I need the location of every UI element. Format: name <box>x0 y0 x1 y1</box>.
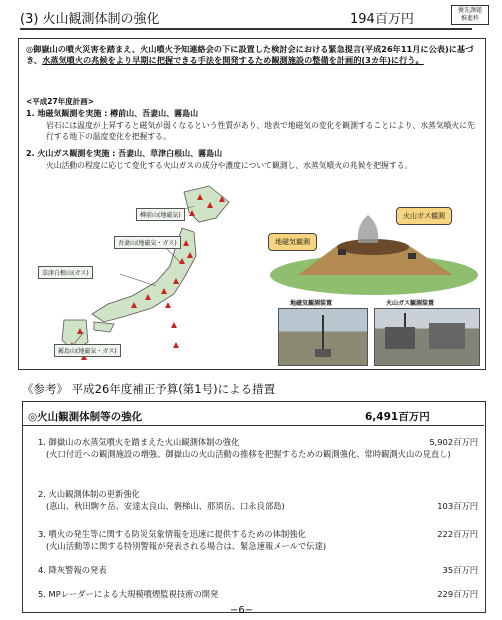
section-budget: 194百万円 <box>350 12 414 27</box>
measures-divider <box>22 425 484 426</box>
measure-2-label: 2. 火山観測体制の更新強化 <box>38 489 140 499</box>
measure-3-sub: (火山活動等に関する特別警報が発表される場合は、緊急速報メールで伝達) <box>46 541 327 551</box>
measures-title: ◎火山観測体制等の強化 <box>28 411 143 423</box>
plan-item2-body: 火山活動の程度に応じて変化する火山ガスの成分や濃度について観測し、水蒸気噴火の兆候を把握する。 <box>46 161 413 170</box>
caption-gas-device: 火山ガス観測装置 <box>386 300 435 307</box>
measures-total: 6,491百万円 <box>365 411 430 423</box>
measure-3-amount: 222百万円 <box>437 529 478 539</box>
caption-magnetic-device: 地磁気観測装置 <box>290 300 333 307</box>
measure-5-label: 5. MPレーダーによる大規模噴煙監視技術の開発 <box>38 589 219 599</box>
gas-device-photo <box>374 308 480 366</box>
page-number: −6− <box>230 605 254 616</box>
measure-1-label: 1. 御嶽山の水蒸気噴火を踏まえた火山観測体制の強化 <box>38 437 240 447</box>
japan-volcano-map <box>24 182 264 360</box>
map-label-azuma: 吾妻山(地磁気・ガス) <box>114 236 181 249</box>
reference-title: 《参考》 平成26年度補正予算(第1号)による措置 <box>22 382 276 396</box>
plan-item1-body: 岩石には温度が上昇すると磁気が弱くなるという性質があり、地表で地磁気の変化を観測することにより、水蒸気噴火に先行する地下の温度変化を把握する。 <box>46 121 475 141</box>
magnetic-device-photo <box>278 308 368 366</box>
callout-magnetic: 地磁気観測 <box>268 233 317 251</box>
measure-1-amount: 5,902百万円 <box>429 437 478 447</box>
measure-4-amount: 35百万円 <box>442 565 478 575</box>
measure-1-sub: (火口付近への観測施設の増強、御嶽山の火山活動の推移を把握するための観測強化、常時観測火山の見直し) <box>46 449 451 459</box>
map-label-kusatsu: 草津白根山(ガス) <box>38 266 93 279</box>
measure-5-amount: 229百万円 <box>437 589 478 599</box>
gas-device-icon <box>375 309 479 365</box>
section-title: (3) 火山観測体制の強化 <box>20 12 160 27</box>
plan-item1-heading: 1. 地磁気観測を実施 : 樽前山、吾妻山、霧島山 <box>26 109 199 118</box>
map-label-kirishima: 霧島山(地磁気・ガス) <box>54 344 121 357</box>
title-underline <box>20 28 472 30</box>
magnetic-device-icon <box>279 309 367 365</box>
map-label-tarumae: 樽前山(地磁気) <box>136 208 185 221</box>
measure-3-label: 3. 噴火の発生等に関する防災気象情報を迅速に提供するための体制強化 <box>38 529 306 539</box>
observation-diagram <box>268 205 480 297</box>
plan-heading: <平成27年度計画> <box>26 97 95 106</box>
measure-4-label: 4. 降灰警報の発表 <box>38 565 107 575</box>
badge-line-1: 優先課題 <box>457 7 482 14</box>
intro-text <box>26 44 478 66</box>
intro-part1: ◎御嶽山の噴火災害を踏まえ、火山噴火予知連絡会の下に設置した検討会における緊急提言(平成26年11月に公表)に基づき、 <box>26 44 474 65</box>
plan-item2-heading: 2. 火山ガス観測を実施 : 吾妻山、草津白根山、霧島山 <box>26 149 223 158</box>
priority-badge <box>451 5 489 25</box>
badge-line-2: 推進枠 <box>460 15 479 22</box>
intro-part2: 水蒸気噴火の兆候をより早期に把握できる手法を開発するため観測施設の整備を計画的(3カ年)に行う。 <box>42 55 424 65</box>
callout-gas: 火山ガス観測 <box>396 207 452 225</box>
measure-2-amount: 103百万円 <box>437 501 478 511</box>
measure-2-sub: (恵山、秋田駒ケ岳、安達太良山、磐梯山、那須岳、口永良部島) <box>46 501 285 511</box>
